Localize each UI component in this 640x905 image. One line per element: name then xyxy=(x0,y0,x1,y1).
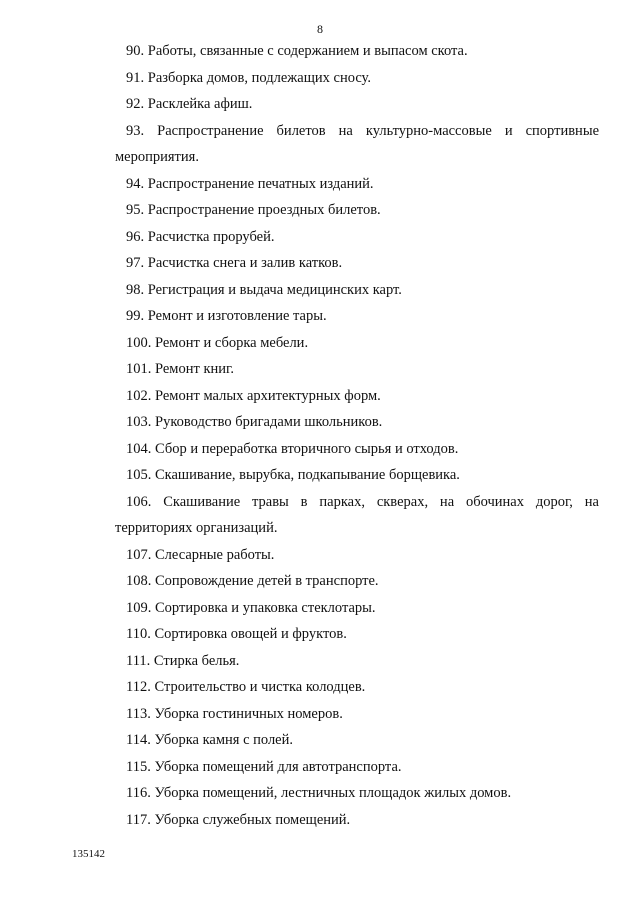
list-item: 113. Уборка гостиничных номеров. xyxy=(126,705,343,722)
list-item: 103. Руководство бригадами школьников. xyxy=(126,414,383,430)
list-item: 101. Ремонт книг. xyxy=(126,361,234,377)
document-code: 135142 xyxy=(72,848,105,860)
list-item: 114. Уборка камня с полей. xyxy=(126,732,294,748)
list-item: 105. Скашивание, вырубка, подкапывание борщевика. xyxy=(126,467,460,483)
list-item: 111. Стирка белья. xyxy=(126,652,240,669)
list-item: 94. Распространение печатных изданий. xyxy=(126,175,374,192)
list-item: 104. Сбор и переработка вторичного сырья и отходов. xyxy=(126,440,459,457)
list-item: 95. Распространение проездных билетов. xyxy=(126,202,381,218)
list-item: 116. Уборка помещений, лестничных площадок жилых домов. xyxy=(126,785,512,801)
list-item: 90. Работы, связанные с содержанием и выпасом скота. xyxy=(126,43,468,59)
list-item: 92. Расклейка афиш. xyxy=(126,96,253,112)
list-item: 91. Разборка домов, подлежащих сносу. xyxy=(126,69,371,86)
page-number: 8 xyxy=(317,22,323,36)
list-item: 110. Сортировка овощей и фруктов. xyxy=(126,626,347,642)
list-item: 100. Ремонт и сборка мебели. xyxy=(126,334,309,351)
list-item: 106. Скашивание травы в парках, скверах, на обочинах дорог, на территориях организаций. xyxy=(115,493,599,536)
list-item: 96. Расчистка прорубей. xyxy=(126,228,275,245)
list-item: 102. Ремонт малых архитектурных форм. xyxy=(126,387,381,404)
list-item: 112. Строительство и чистка колодцев. xyxy=(126,679,366,695)
list-item: 115. Уборка помещений для автотранспорта. xyxy=(126,758,402,775)
list-item: 93. Распространение билетов на культурно-массовые и спортивные мероприятия. xyxy=(115,122,599,165)
list-item: 99. Ремонт и изготовление тары. xyxy=(126,308,327,324)
list-item: 117. Уборка служебных помещений. xyxy=(126,811,351,828)
list-item: 97. Расчистка снега и залив катков. xyxy=(126,255,343,271)
list-item: 108. Сопровождение детей в транспорте. xyxy=(126,573,379,589)
list-item: 98. Регистрация и выдача медицинских карт. xyxy=(126,281,402,298)
list-item: 109. Сортировка и упаковка стеклотары. xyxy=(126,599,376,616)
occupation-list xyxy=(115,38,599,833)
list-item: 107. Слесарные работы. xyxy=(126,546,275,563)
